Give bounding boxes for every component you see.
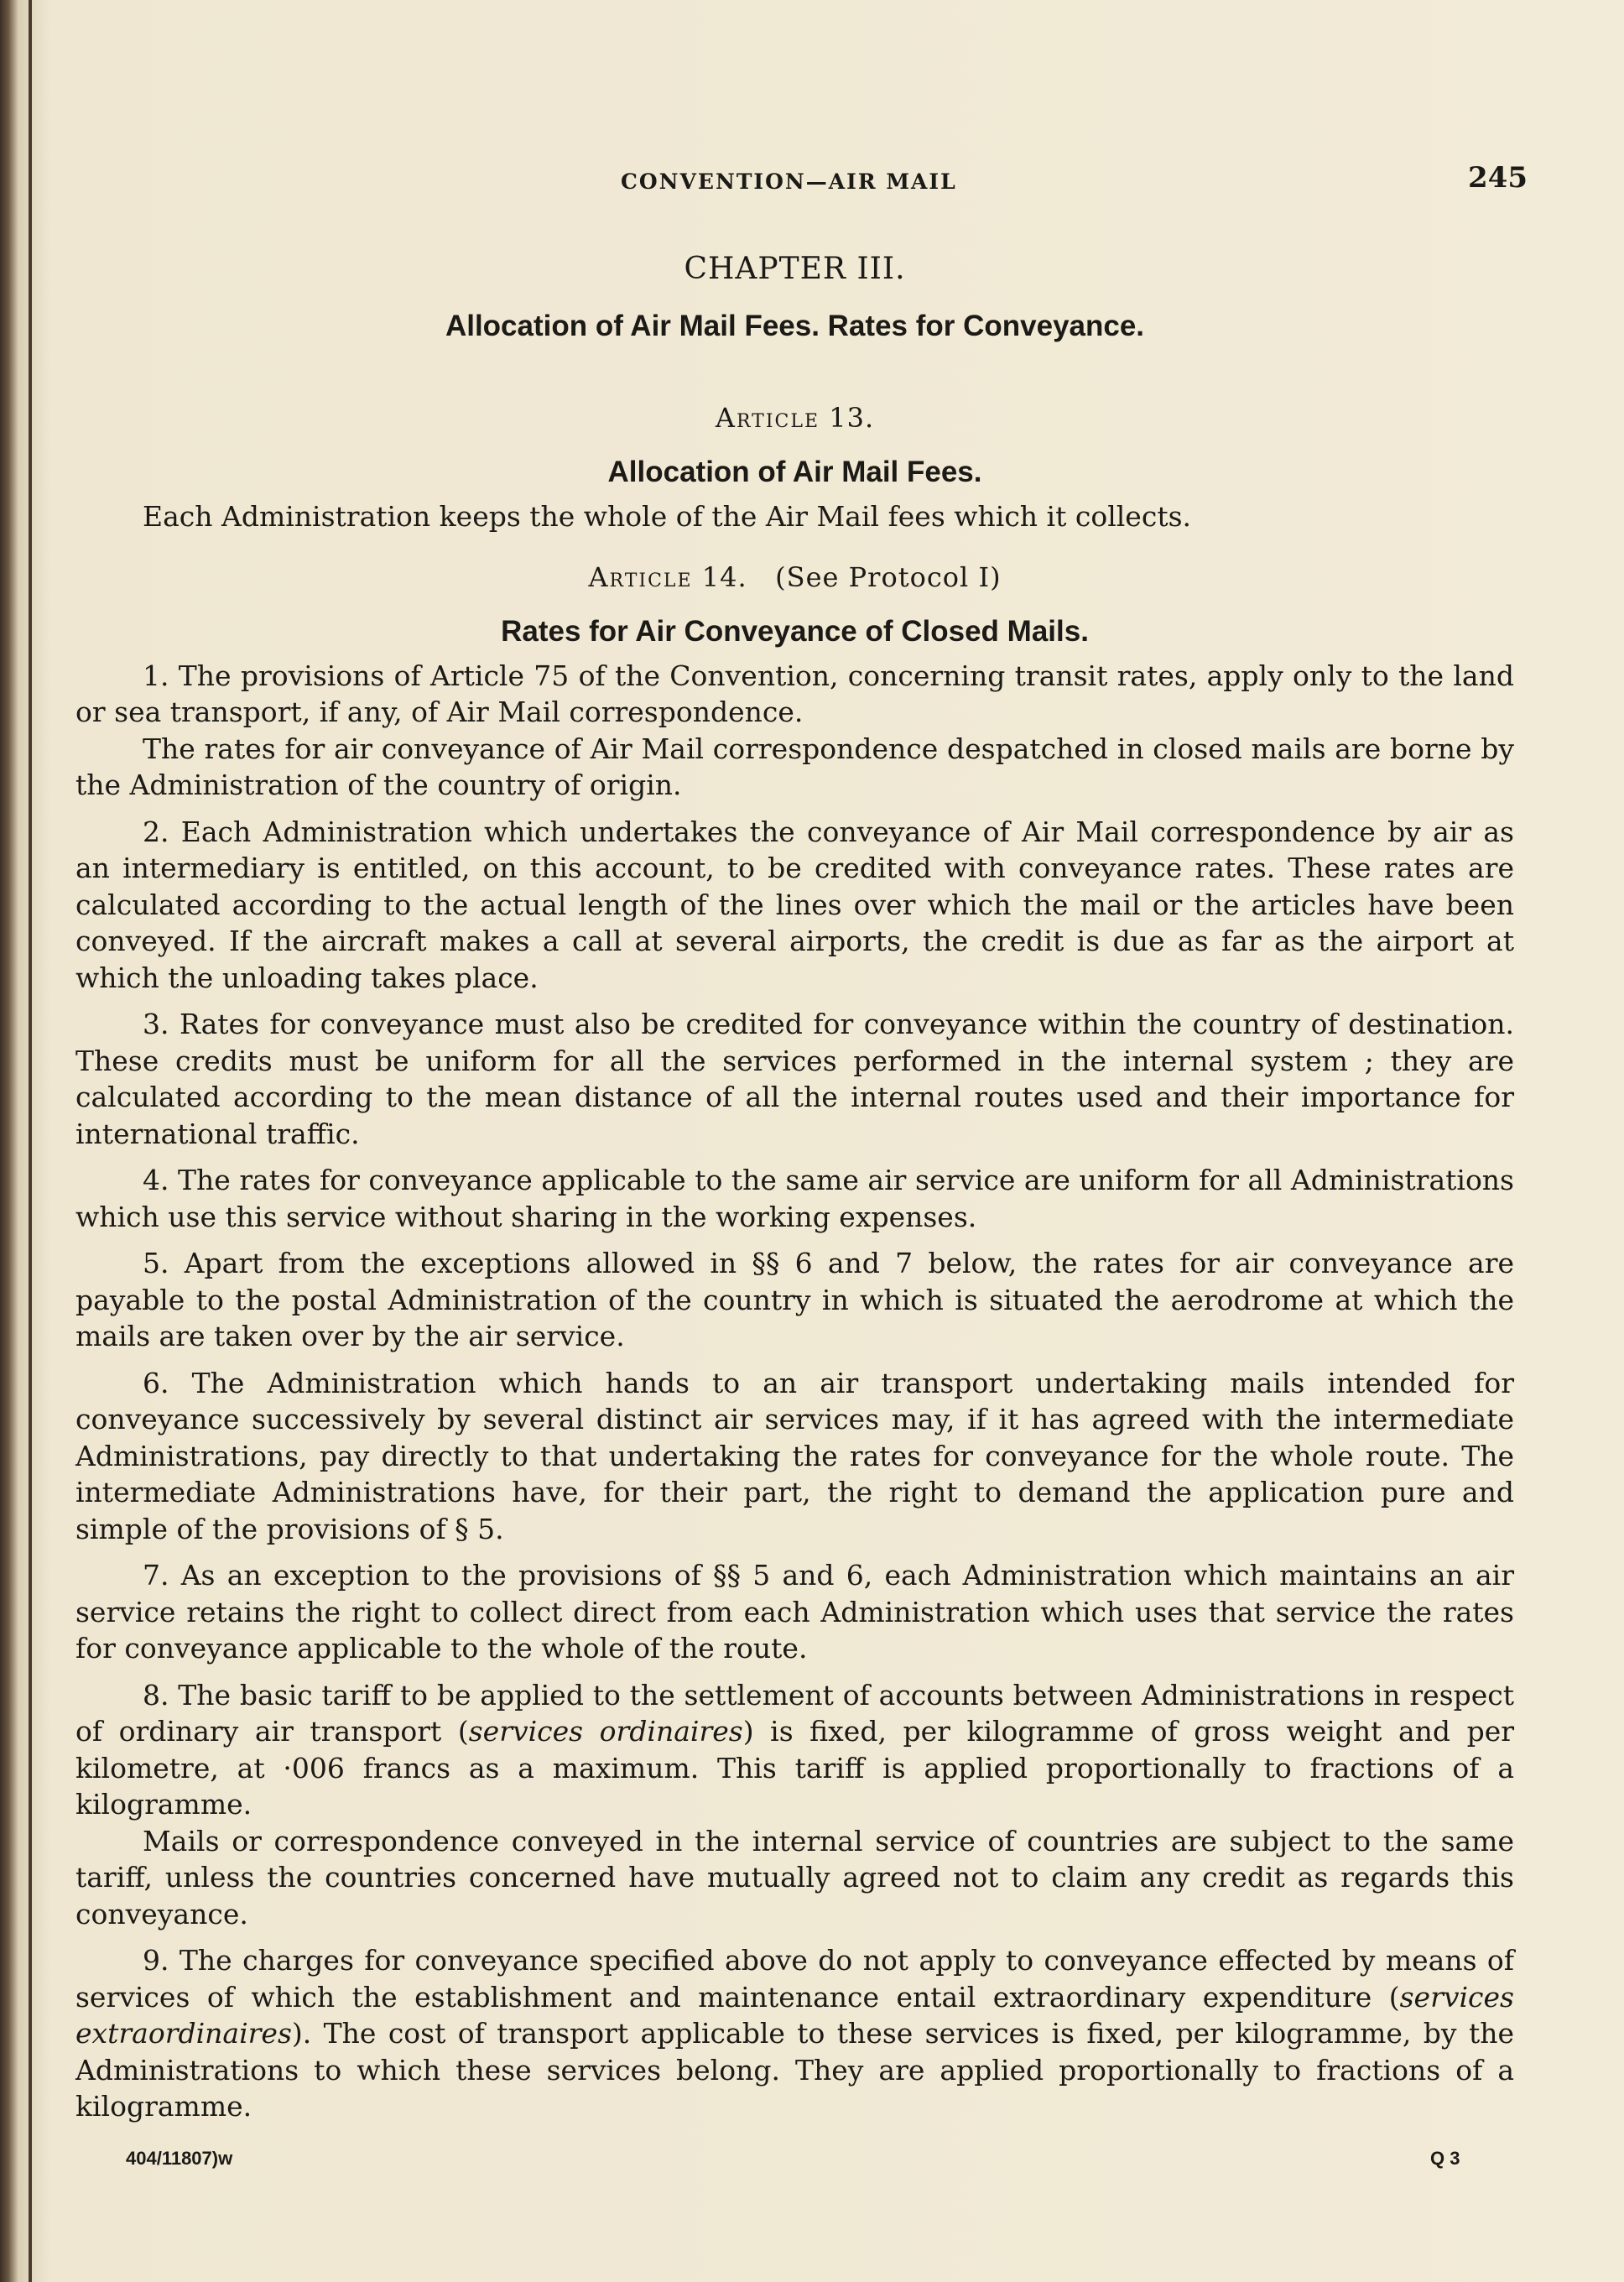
page-number: 245 [1468,161,1528,195]
running-head: CONVENTION—AIR MAIL [621,169,957,194]
article-13-title: Allocation of Air Mail Fees. [607,456,982,488]
paragraph-1: 1. The provisions of Article 75 of the Convention, concerning transit rates, apply only to the land or sea transport, if any, of Air Mail correspondence. [75,659,1514,728]
paragraph-2: 2. Each Administration which undertakes the conveyance of Air Mail correspondence by air as an intermediary is entitled, on this account, to be credited with conveyance rates. These rates are calculated according to the actual length of the lines over which the mail or the articles have been conveyed. If the aircraft makes a call at several airports, the credit is due as far as the airport at which the unloading takes place. [75,815,1514,994]
page-footer [0,2148,1624,2173]
paragraph-4: 4. The rates for conveyance applicable to the same air service are uniform for all Administrations which use this service without sharing in the working expenses. [75,1164,1514,1233]
article-label: Article [588,560,693,593]
paragraph-1b: The rates for air conveyance of Air Mail correspondence despatched in closed mails are borne by the Administration of the country of origin. [75,732,1514,801]
article-note: (See Protocol I) [775,560,1002,593]
paragraph-9: 9. The charges for conveyance specified above do not apply to conveyance effected by means of services of which the establishment and maintenance entail extraordinary expenditure (services extraordinaires). The cost of transport applicable to these services is fixed, per kilogramme, by the Administrations to which these services belong. They are applied proportionally to fractions of a kilogramme. [75,1944,1514,2123]
signature-mark: Q 3 [1430,2148,1460,2169]
article-14-heading [75,549,1514,606]
paragraph-6: 6. The Administration which hands to an air transport undertaking mails intended for conveyance successively by several distinct air services may, if it has agreed with the intermediate Administrations, pay directly to that undertaking the rates for conveyance for the whole route. The intermediate Administrations have, for their part, the right to demand the application pure and simple of the provisions of § 5. [75,1366,1514,1545]
article-number: 14. [701,560,747,593]
article-number: 13. [829,402,875,434]
print-code: 404/11807)w [126,2148,233,2169]
article-13-heading [75,389,1514,446]
paragraph-7: 7. As an exception to the provisions of §§ 5 and 6, each Administration which maintains an air service retains the right to collect direct from each Administration which uses that service the rates for conveyance applicable to the whole of the route. [75,1559,1514,1665]
paragraph-8: 8. The basic tariff to be applied to the settlement of accounts between Administrations in respect of ordinary air transport (services ordinaires) is fixed, per kilogramme of gross weight and per kilometre, at ·006 francs as a maximum. This tariff is applied proportionally to fractions of a kilogramme. [75,1678,1515,1821]
article-label: Article [715,402,820,434]
article-14-title: Rates for Air Conveyance of Closed Mails. [501,614,1089,648]
paragraph-3: 3. Rates for conveyance must also be credited for conveyance within the country of destination. These credits must be uniform for all the services performed in the internal system ; they are calculated according to the mean distance of all the internal routes used and their importance for international traffic. [75,1008,1514,1150]
article-13-text: Each Administration keeps the whole of the Air Mail fees which it collects. [143,500,1192,533]
paragraph-5: 5. Apart from the exceptions allowed in §§ 6 and 7 below, the rates for air conveyance are payable to the postal Administration of the country in which is situated the aerodrome at which the mails are taken over by the air service. [75,1247,1514,1352]
paragraph-8b: Mails or correspondence conveyed in the internal service of countries are subject to the same tariff, unless the countries concerned have mutually agreed not to claim any credit as regards this conveyance. [75,1824,1514,1930]
chapter-title: CHAPTER III. [684,252,906,286]
page-body [75,243,1514,2125]
page-header [0,159,1624,193]
chapter-subtitle: Allocation of Air Mail Fees. Rates for Conveyance. [445,310,1145,342]
book-spine-shadow [29,0,32,2282]
